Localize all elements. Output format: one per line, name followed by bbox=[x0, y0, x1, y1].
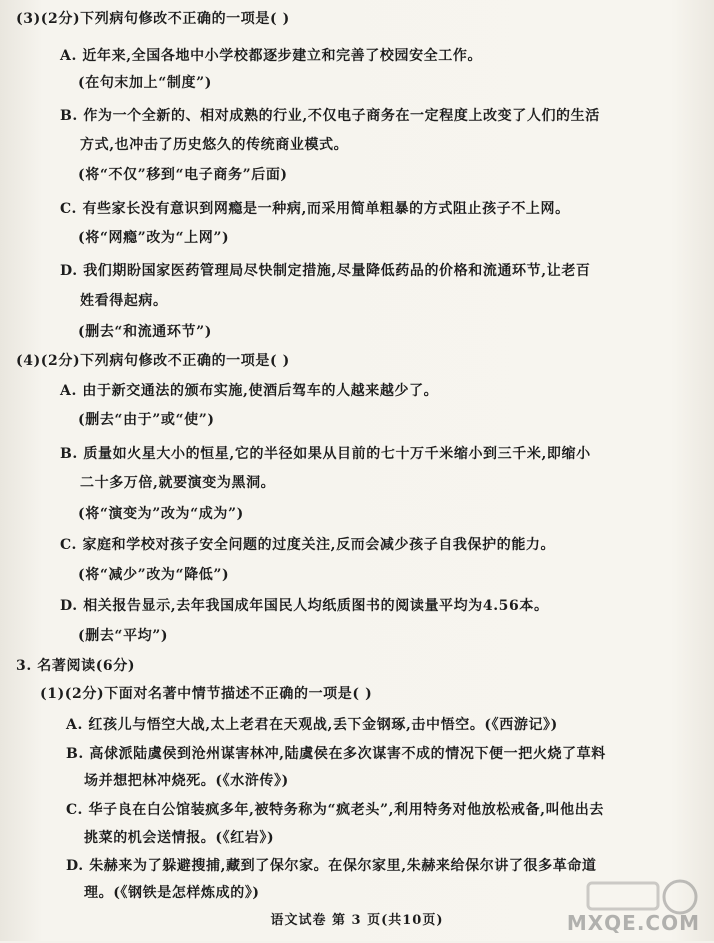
sec3-q1-option-d-cont: 理。(《钢铁是怎样炼成的》) bbox=[84, 885, 260, 901]
page-footer: 语文试卷 第 3 页(共10页) bbox=[270, 913, 444, 928]
watermark-logo bbox=[558, 877, 708, 939]
sec3-q1-option-c-cont: 挑菜的机会送情报。(《红岩》) bbox=[84, 830, 275, 846]
q3-option-c: C. 有些家长没有意识到网瘾是一种病,而采用简单粗暴的方式阻止孩子不上网。 bbox=[60, 201, 570, 217]
q4-option-c: C. 家庭和学校对孩子安全问题的过度关注,反而会减少孩子自我保护的能力。 bbox=[60, 537, 556, 553]
q3-option-d-cont: 姓看得起病。 bbox=[80, 293, 168, 309]
q3-option-b-note: (将“不仅”移到“电子商务”后面) bbox=[78, 167, 288, 183]
question-4-title: (4)(2分)下列病句修改不正确的一项是( ) bbox=[16, 353, 290, 369]
q3-option-a: A. 近年来,全国各地中小学校都逐步建立和完善了校园安全工作。 bbox=[60, 48, 483, 64]
watermark-text: MXQE.COM bbox=[566, 911, 700, 935]
q3-option-b: B. 作为一个全新的、相对成熟的行业,不仅电子商务在一定程度上改变了人们的生活 bbox=[60, 108, 600, 124]
q4-option-a: A. 由于新交通法的颁布实施,使酒后驾车的人越来越少了。 bbox=[60, 383, 439, 399]
sec3-q1-option-a: A. 红孩儿与悟空大战,太上老君在天观战,丢下金钢琢,击中悟空。(《西游记》) bbox=[66, 717, 558, 733]
q3-option-b-cont: 方式,也冲击了历史悠久的传统商业模式。 bbox=[80, 137, 349, 153]
section-3-title: 3. 名著阅读(6分) bbox=[16, 658, 136, 674]
question-3-title: (3)(2分)下列病句修改不正确的一项是( ) bbox=[16, 11, 290, 27]
q3-option-d-note: (删去“和流通环节”) bbox=[78, 324, 212, 340]
q4-option-c-note: (将“减少”改为“降低”) bbox=[78, 567, 230, 583]
q4-option-b-cont: 二十多万倍,就要演变为黑洞。 bbox=[80, 475, 276, 491]
sec3-q1-option-c: C. 华子良在白公馆装疯多年,被特务称为“疯老头”,利用特务对他放松戒备,叫他出去 bbox=[66, 802, 604, 818]
sec3-q1-title: (1)(2分)下面对名著中情节描述不正确的一项是( ) bbox=[40, 686, 373, 702]
q3-option-c-note: (将“网瘾”改为“上网”) bbox=[78, 230, 230, 246]
sec3-q1-option-b-cont: 场并想把林冲烧死。(《水浒传》) bbox=[84, 773, 289, 789]
q3-option-a-note: (在句末加上“制度”) bbox=[78, 75, 212, 91]
q4-option-a-note: (删去“由于”或“使”) bbox=[78, 412, 215, 428]
sec3-q1-option-d: D. 朱赫来为了躲避搜捕,藏到了保尔家。在保尔家里,朱赫来给保尔讲了很多革命道 bbox=[66, 858, 597, 874]
q4-option-d-note: (删去“平均”) bbox=[78, 628, 169, 644]
sec3-q1-option-b: B. 高俅派陆虞侯到沧州谋害林冲,陆虞侯在多次谋害不成的情况下便一把火烧了草料 bbox=[66, 746, 606, 762]
q4-option-b-note: (将“演变为”改为“成为”) bbox=[78, 506, 244, 522]
q4-option-b: B. 质量如火星大小的恒星,它的半径如果从目前的七十万千米缩小到三千米,即缩小 bbox=[60, 446, 591, 462]
q3-option-d: D. 我们期盼国家医药管理局尽快制定措施,尽量降低药品的价格和流通环节,让老百 bbox=[60, 263, 591, 279]
q4-option-d: D. 相关报告显示,去年我国成年国民人均纸质图书的阅读量平均为4.56本。 bbox=[60, 598, 549, 614]
